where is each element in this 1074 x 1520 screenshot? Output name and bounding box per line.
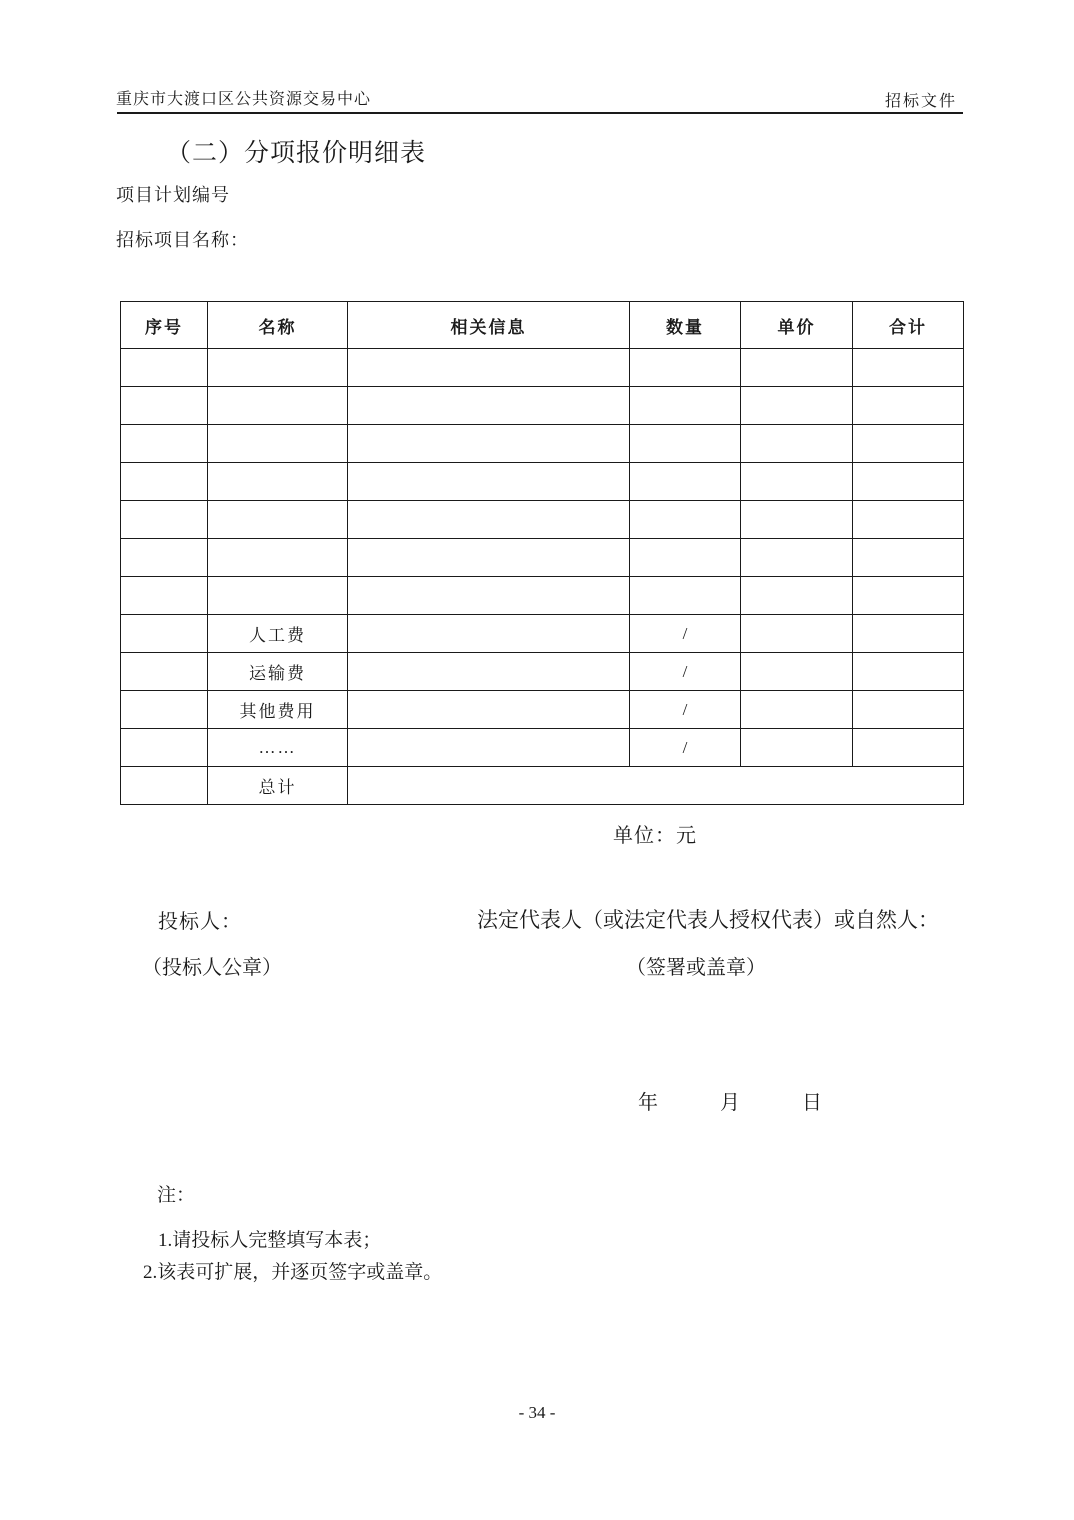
date-year-label: 年 [638, 1092, 658, 1114]
empty-cell [208, 501, 348, 539]
date-day-label: 日 [802, 1092, 822, 1114]
column-header-qty: 数量 [630, 302, 741, 349]
column-header-name: 名称 [208, 302, 348, 349]
header-org-name: 重庆市大渡口区公共资源交易中心 [116, 91, 372, 108]
empty-cell [741, 349, 853, 387]
table-row-transport-fee [121, 653, 964, 691]
table-row-labor-fee [121, 615, 964, 653]
empty-cell [121, 425, 208, 463]
legal-rep-label: 法定代表人（或法定代表人授权代表）或自然人： [477, 908, 939, 932]
empty-cell [348, 425, 630, 463]
empty-cell [741, 425, 853, 463]
empty-cell [741, 539, 853, 577]
fee-name-cell: …… [208, 729, 348, 767]
empty-cell [853, 425, 964, 463]
empty-cell [741, 577, 853, 615]
empty-cell [348, 463, 630, 501]
column-header-price: 单价 [741, 302, 853, 349]
empty-cell [853, 729, 964, 767]
empty-cell [348, 729, 630, 767]
empty-cell [741, 729, 853, 767]
empty-cell [121, 577, 208, 615]
table-header-row [121, 302, 964, 349]
fee-qty-cell: / [630, 729, 741, 767]
bidder-label: 投标人： [158, 911, 242, 933]
total-value-cell [348, 767, 964, 805]
empty-cell [853, 691, 964, 729]
empty-cell [853, 653, 964, 691]
empty-cell [853, 349, 964, 387]
table-row-other-fee [121, 691, 964, 729]
date-month-label: 月 [720, 1092, 740, 1114]
plan-number-label: 项目计划编号 [116, 185, 230, 205]
table-row-empty [121, 387, 964, 425]
fee-name-cell: 其他费用 [208, 691, 348, 729]
empty-cell [630, 539, 741, 577]
empty-cell [853, 501, 964, 539]
empty-cell [121, 501, 208, 539]
empty-cell [630, 577, 741, 615]
unit-note: 单位：元 [613, 825, 697, 847]
empty-cell [741, 463, 853, 501]
column-header-total: 合计 [853, 302, 964, 349]
note-item: 2.该表可扩展，并逐页签字或盖章。 [143, 1262, 443, 1283]
empty-cell [208, 387, 348, 425]
page-number: - 34 - [518, 1403, 556, 1422]
empty-cell [853, 539, 964, 577]
empty-cell [121, 463, 208, 501]
empty-cell [208, 577, 348, 615]
empty-cell [121, 653, 208, 691]
bidder-seal-label: （投标人公章） [142, 957, 282, 979]
empty-cell [741, 387, 853, 425]
empty-cell [208, 425, 348, 463]
empty-cell [630, 501, 741, 539]
empty-cell [348, 691, 630, 729]
table-row-grand-total [121, 767, 964, 805]
empty-cell [630, 349, 741, 387]
empty-cell [121, 691, 208, 729]
fee-qty-cell: / [630, 691, 741, 729]
empty-cell [630, 387, 741, 425]
empty-cell [741, 501, 853, 539]
empty-cell [348, 615, 630, 653]
empty-cell [348, 653, 630, 691]
empty-cell [121, 729, 208, 767]
empty-cell [348, 349, 630, 387]
table-row-empty [121, 349, 964, 387]
empty-cell [208, 463, 348, 501]
empty-cell [121, 349, 208, 387]
table-row-empty [121, 577, 964, 615]
empty-cell [853, 387, 964, 425]
empty-cell [121, 387, 208, 425]
empty-cell [853, 463, 964, 501]
fee-name-cell: 运输费 [208, 653, 348, 691]
fee-qty-cell: / [630, 615, 741, 653]
fee-qty-cell: / [630, 653, 741, 691]
note-item: 1.请投标人完整填写本表； [158, 1230, 382, 1251]
empty-cell [348, 539, 630, 577]
empty-cell [853, 577, 964, 615]
date-line [638, 1086, 822, 1115]
column-header-info: 相关信息 [348, 302, 630, 349]
empty-cell [853, 615, 964, 653]
empty-cell [741, 653, 853, 691]
table-row-empty [121, 425, 964, 463]
empty-cell [348, 501, 630, 539]
table-row-empty [121, 539, 964, 577]
table-row-ellipsis-fee [121, 729, 964, 767]
column-header-seq: 序号 [121, 302, 208, 349]
empty-cell [630, 463, 741, 501]
project-name-label: 招标项目名称： [116, 230, 249, 250]
empty-cell [630, 425, 741, 463]
empty-cell [741, 615, 853, 653]
empty-cell [208, 349, 348, 387]
empty-cell [121, 767, 208, 805]
table-row-empty [121, 501, 964, 539]
sign-seal-label: （签署或盖章） [626, 957, 766, 979]
table-row-empty [121, 463, 964, 501]
fee-name-cell: 人工费 [208, 615, 348, 653]
empty-cell [348, 387, 630, 425]
empty-cell [348, 577, 630, 615]
header-doc-type: 招标文件 [885, 93, 958, 110]
empty-cell [121, 615, 208, 653]
empty-cell [208, 539, 348, 577]
notes-label: 注： [157, 1185, 196, 1206]
empty-cell [121, 539, 208, 577]
header-rule [117, 112, 963, 114]
total-label-cell: 总计 [208, 767, 348, 805]
page-title: （二）分项报价明细表 [166, 140, 427, 167]
empty-cell [741, 691, 853, 729]
quotation-table [120, 301, 964, 805]
